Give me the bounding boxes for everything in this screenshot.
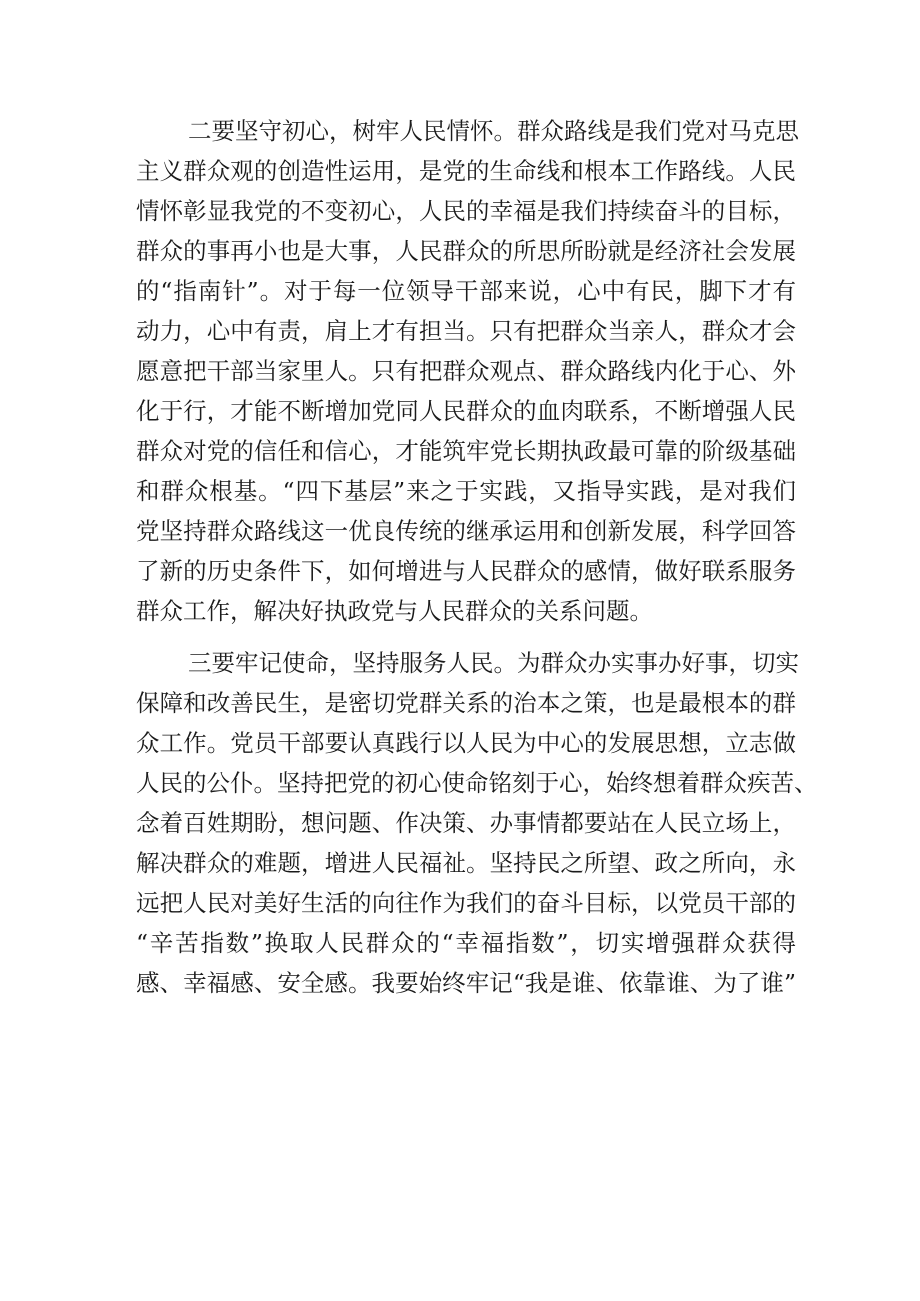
text-line: 和群众根基。“四下基层”来之于实践，又指导实践，是对我们 (136, 477, 796, 505)
text-line: 群众工作，解决好执政党与人民群众的关系问题。 (136, 597, 653, 625)
paragraph-2 (136, 111, 799, 631)
text-line: 远把人民对美好生活的向往作为我们的奋斗目标，以党员干部的 (136, 889, 796, 917)
body-text (136, 111, 818, 1003)
text-line: 感、幸福感、安全感。我要始终牢记“我是谁、依靠谁、为了谁” (136, 969, 796, 997)
text-line: 念着百姓期盼，想问题、作决策、办事情都要站在人民立场上， (136, 809, 796, 837)
text-line: “辛苦指数”换取人民群众的“幸福指数”，切实增强群众获得 (136, 929, 796, 957)
text-line: 主义群众观的创造性运用，是党的生命线和根本工作路线。人民 (136, 157, 796, 185)
text-line: 二要坚守初心，树牢人民情怀。群众路线是我们党对马克思 (188, 117, 799, 145)
text-line: 动力，心中有责，肩上才有担当。只有把群众当亲人，群众才会 (136, 317, 796, 345)
text-line: 的“指南针”。对于每一位领导干部来说，心中有民，脚下才有 (136, 277, 796, 305)
text-line: 保障和改善民生，是密切党群关系的治本之策，也是最根本的群 (136, 689, 796, 717)
text-line: 群众的事再小也是大事，人民群众的所思所盼就是经济社会发展 (136, 237, 796, 265)
text-line: 群众对党的信任和信心，才能筑牢党长期执政最可靠的阶级基础 (136, 437, 796, 465)
text-line: 党坚持群众路线这一优良传统的继承运用和创新发展，科学回答 (136, 517, 796, 545)
paragraph-gap (136, 631, 796, 643)
text-line: 情怀彰显我党的不变初心，人民的幸福是我们持续奋斗的目标， (136, 197, 796, 225)
text-line: 了新的历史条件下，如何增进与人民群众的感情，做好联系服务 (136, 557, 796, 585)
text-line: 解决群众的难题，增进人民福祉。坚持民之所望、政之所向，永 (136, 849, 796, 877)
paragraph-3 (136, 643, 818, 1003)
text-line: 众工作。党员干部要认真践行以人民为中心的发展思想，立志做 (136, 729, 796, 757)
text-line: 愿意把干部当家里人。只有把群众观点、群众路线内化于心、外 (136, 357, 796, 385)
text-line: 三要牢记使命，坚持服务人民。为群众办实事办好事，切实 (188, 649, 799, 677)
text-line: 人民的公仆。坚持把党的初心使命铭刻于心，始终想着群众疾苦、 (136, 769, 818, 797)
text-line: 化于行，才能不断增加党同人民群众的血肉联系，不断增强人民 (136, 397, 796, 425)
